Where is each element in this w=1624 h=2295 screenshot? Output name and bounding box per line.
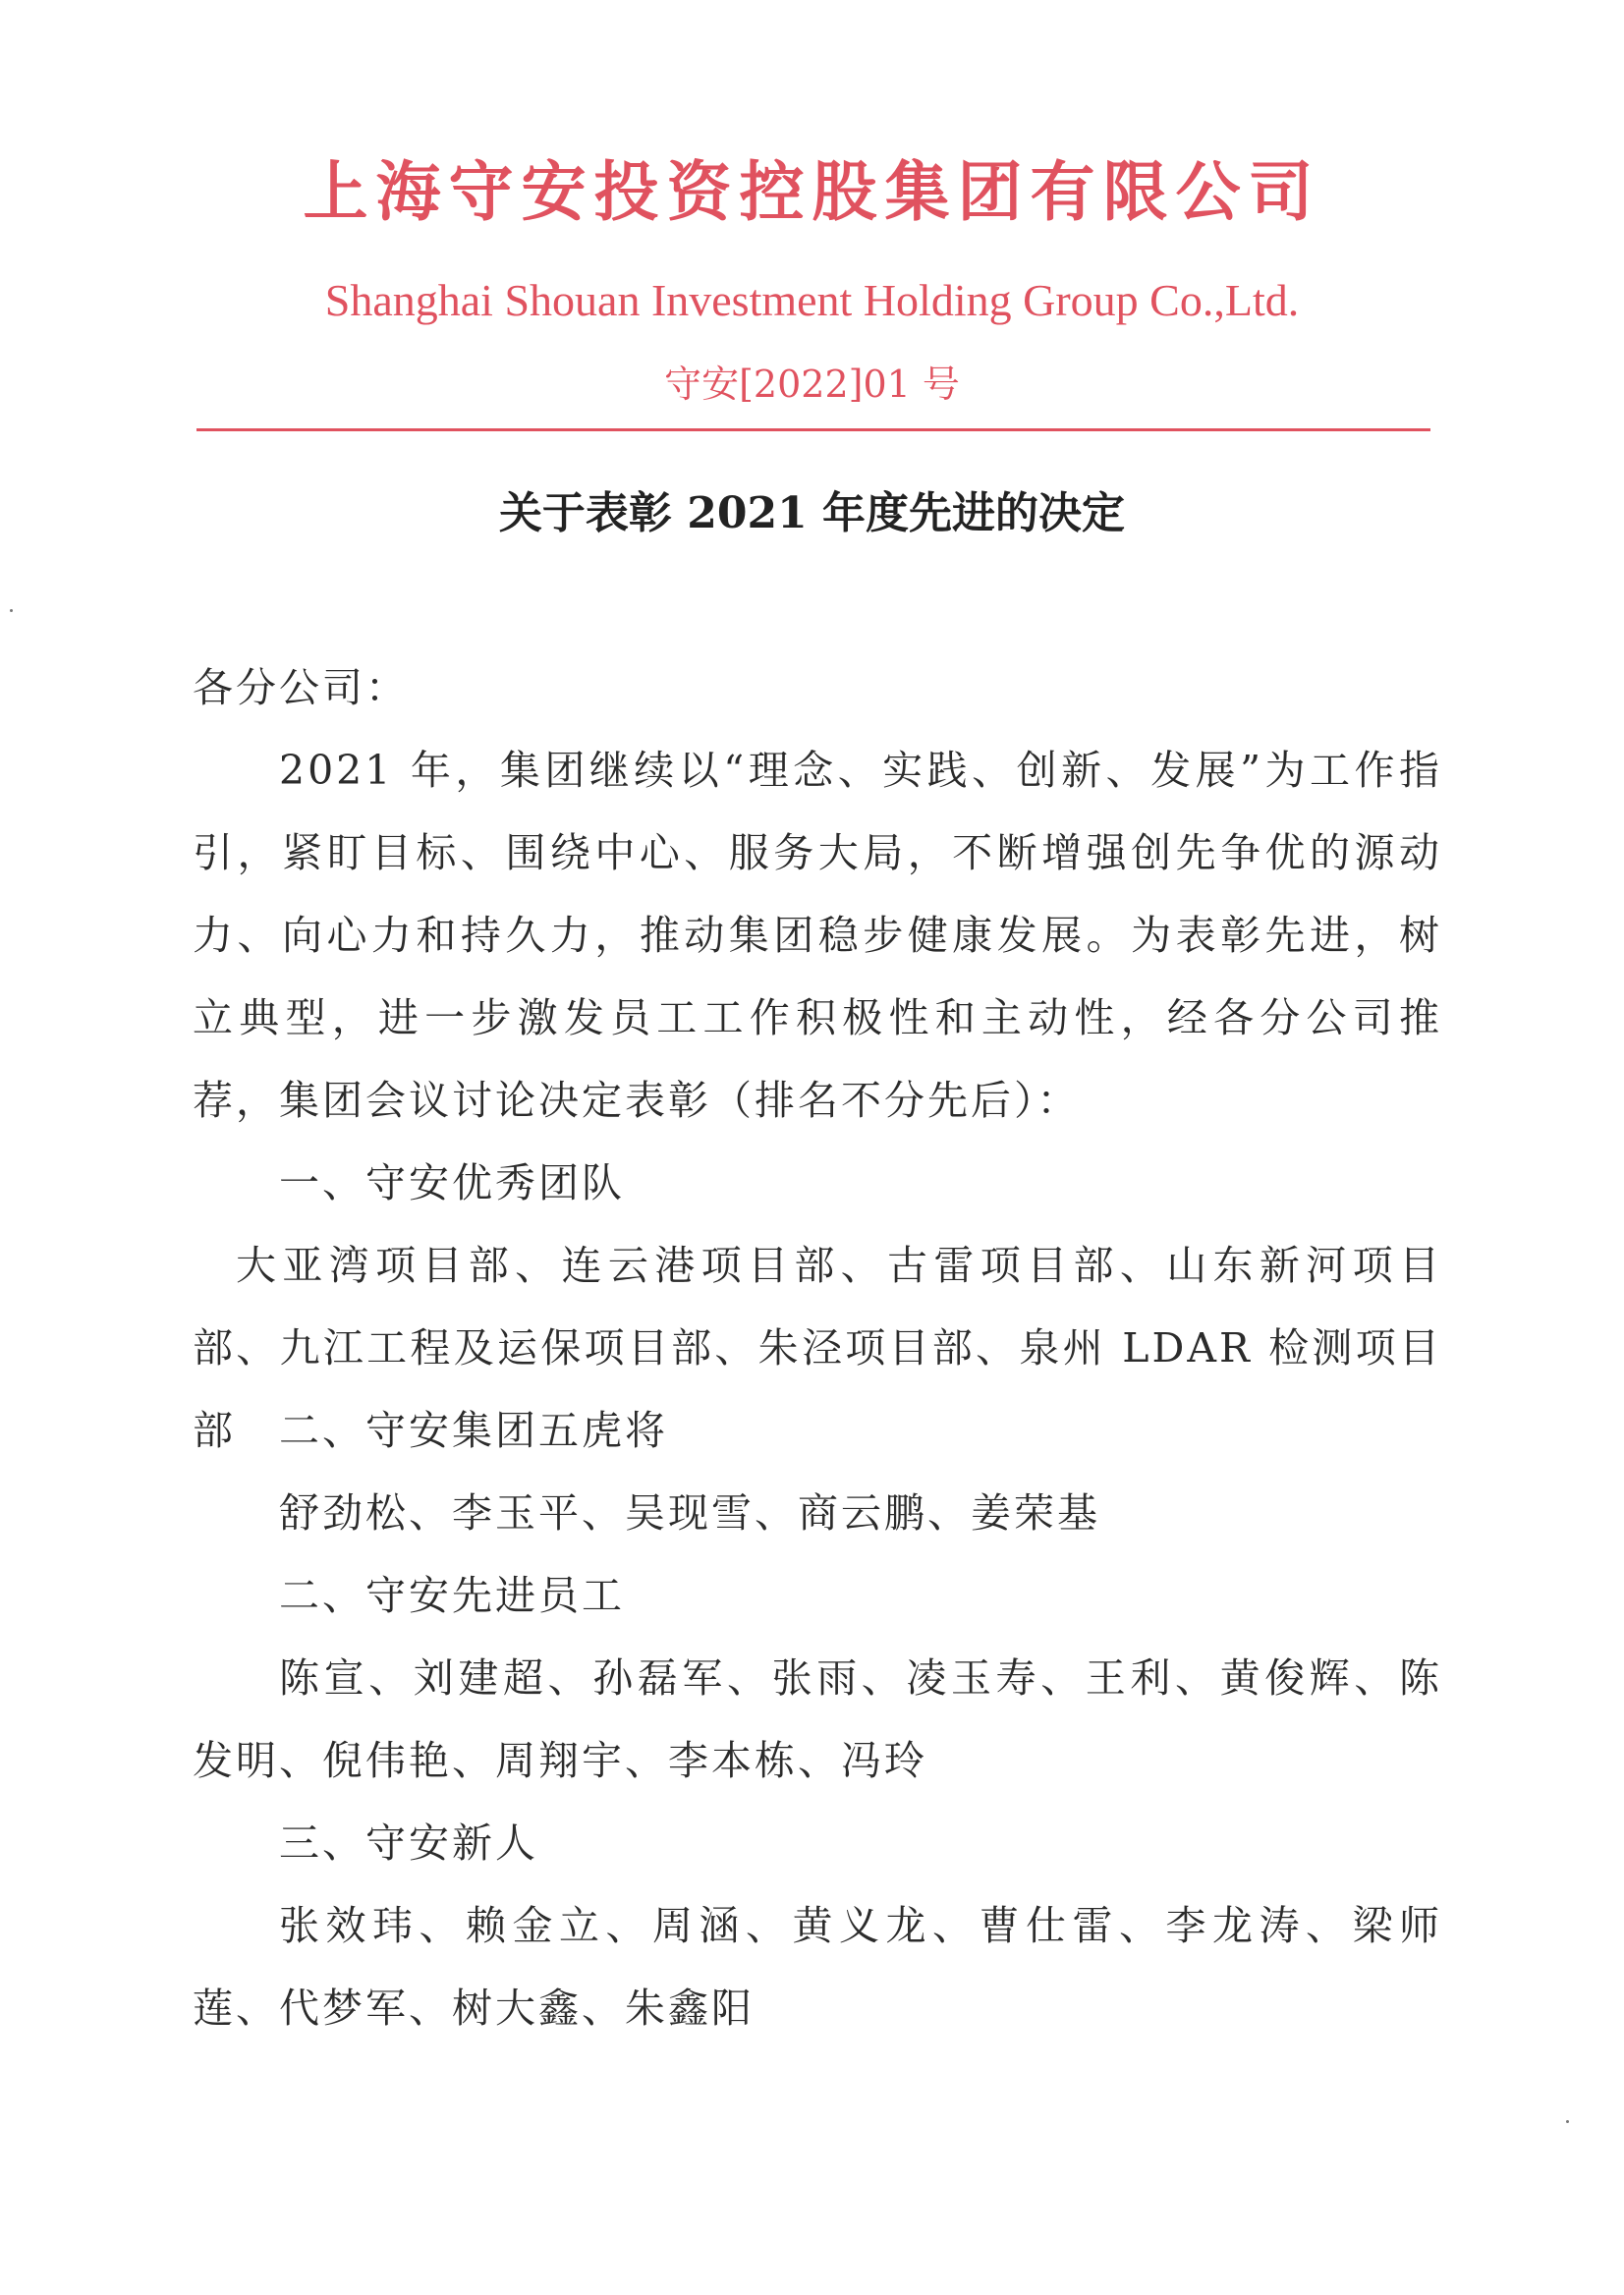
- section-content: 大亚湾项目部、连云港项目部、古雷项目部、山东新河项目部、九江工程及运保项目部、朱泾项目部、泉州 LDAR 检测项目部: [193, 1242, 1442, 1454]
- section-heading: 三、守安新人: [279, 1819, 538, 1867]
- salutation: 各分公司：: [193, 664, 409, 711]
- section-heading: 二、守安集团五虎将: [279, 1407, 668, 1454]
- section-content: 张效玮、赖金立、周涵、黄义龙、曹仕雷、李龙涛、梁师莲、代梦军、树大鑫、朱鑫阳: [193, 1902, 1442, 2032]
- document-number: 守安[2022]01 号: [664, 363, 960, 406]
- section-heading: 二、守安先进员工: [279, 1572, 625, 1619]
- scan-speck: [10, 609, 13, 612]
- scan-speck: [1566, 2120, 1569, 2123]
- intro-paragraph: 2021 年，集团继续以“理念、实践、创新、发展”为工作指引，紧盯目标、围绕中心、服务大局，不断增强创先争优的源动力、向心力和持久力，推动集团稳步健康发展。为表彰先进，树立典型，进一步激发员工工作积极性和主动性，经各分公司推荐，集团会议讨论决定表彰（排名不分先后）：: [193, 747, 1442, 1124]
- letterhead-org-name-cn: 上海守安投资控股集团有限公司: [303, 153, 1321, 230]
- letterhead-divider: [196, 428, 1430, 431]
- section-content: 陈宣、刘建超、孙磊军、张雨、凌玉寿、王利、黄俊辉、陈发明、倪伟艳、周翔宇、李本栋、冯玲: [193, 1654, 1442, 1784]
- document-title: 关于表彰 2021 年度先进的决定: [498, 488, 1126, 538]
- section-content: 舒劲松、李玉平、吴现雪、商云鹏、姜荣基: [279, 1489, 1100, 1537]
- section-heading: 一、守安优秀团队: [279, 1159, 625, 1206]
- letterhead-org-name-en: Shanghai Shouan Investment Holding Group Co.,Ltd.: [324, 275, 1300, 325]
